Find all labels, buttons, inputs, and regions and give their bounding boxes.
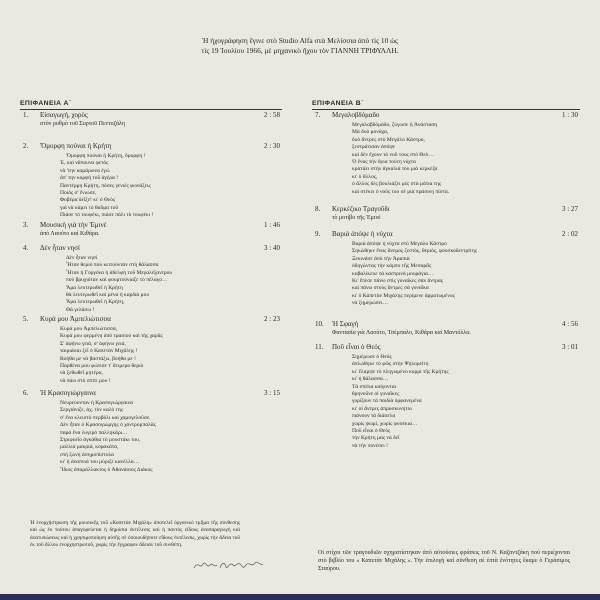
track-title: Ποῦ εἶναι ὁ Θεός [332,343,381,351]
lyric-line: πιάνουν τὰ διάσελα [352,413,396,420]
track-number: 10. [315,320,324,328]
lyric-line: Παντέρμη Κρήτη, πόσες γενιὲς φωνάξεις [60,182,151,189]
track-header-row [312,110,580,120]
lyric-line: Σεργιάνιζε, ἀχ, τὸν καλὸ της [60,407,123,414]
lyric-line: ἀπ' την κορφὴ τοῦ ἀγέρα ! [60,175,119,182]
track-subtitle: ἀπὸ Λαούτο καὶ Κιθάρα. [40,231,100,237]
track-number: 7. [315,111,321,119]
lyric-line: Ἄμα λευτερωθεῖ ἡ Κρήτη, [66,299,125,306]
lyric-line: κρατάει στὴν ἀγκαλιά του μιὰ κερκέζα [352,166,438,173]
lyric-line: Ἴδιος ἀπαράλλακτος ὁ Ἀθανάσιος Διάκος [60,466,153,473]
lyric-line: Ὄμορφη πούναι ἡ Κρήτη, ὄμορφη ! [66,153,146,159]
lyric-line: ὁδηγώντας τὴν κάμπο τῆς Μεσαρᾶς [352,263,432,270]
lyric-line: Φοβέρα δεῖξε! κι' ὁ Θεὸς [60,197,116,204]
side-a-heading: ΕΠΙΦΑΝΕΙΑ Α΄ [20,100,282,110]
track-number: 2. [23,142,29,150]
track-header-row [312,319,580,329]
lyric-line: Ποῦ εἶναι ὁ Θεός [352,428,391,435]
lyric-line: νὰ πάω στὸ σπίτι μου ! [60,377,111,384]
track [312,204,580,222]
lyric-line: Βαριὰ ἀπόψε ἡ νύχτα στὸ Μεγάλο Κάστρο [352,241,447,247]
lyric-line: Ἦταν ἡ Γοργόνα ἡ ἀδελφὴ τοῦ Μεγαλέξαντρου [66,269,173,276]
track-duration: 2 : 02 [562,230,578,238]
track-duration: 1 : 46 [264,221,280,229]
track-header-row [312,342,580,352]
track [20,388,282,474]
side-b-heading: ΕΠΙΦΑΝΕΙΑ Β΄ [312,100,580,110]
lyric-line: κι' ὁ ἄλλος, [352,173,378,180]
lyric-line: θὰ λευτερωθεῖ καὶ μένα ἡ καρδιὰ μου [66,292,150,299]
track-lyrics [312,122,580,196]
lyric-line: Ἄμα λευτερωθεῖ ἡ Κρήτη [66,284,123,291]
lyric-line: καὶ πάνω στοὺς ἄντρες σὰ γυναῖκα [352,285,429,292]
track-header-row [312,229,580,239]
track-number: 6. [23,389,29,397]
track-title: Δὲν ἦταν νησί [40,244,80,252]
lyric-line: Μὰ δυὸ μονάχα, [352,129,389,136]
track-lyrics [20,255,282,314]
lyric-line: ταιριάσαι ξεῖ ὁ Καπετὰν Μιχάλης ! [60,348,138,355]
track-duration: 2 : 58 [264,111,280,119]
bottom-border [0,594,600,600]
lyric-line: Ξεκινάσε ἀπὸ τὴν Ἀραπιὰ [352,255,410,262]
lyrics-credit: Οἱ στίχοι τῶν τραγουδιῶν σχηματίστηκαν ἀπὸ αὐτούσιες φράσεις τοῦ Ν. Καζαντζάκη ποὺ περιέχονται στὸ βιβλίο του « Καπετὰν Μιχάλης ». Τὴν ἐπιλογὴ καὶ σύνθεση σὲ ἑπτὰ ἑνότητες ἔκαμε ὁ Γεράσιμος Σταύρου. [318,550,570,572]
track-title: Μεγαλοβδόμαδο [332,111,380,119]
lyric-line: ξεστράτισαν ἀπόψε [352,144,396,151]
lyric-line: Στριφοεῖο ἀγκάθια τὸ μουστάκι του, [60,437,141,444]
lyric-line: θρηνοῦνε οἱ γυναῖκες [352,391,400,398]
track [312,342,580,450]
lyric-line: Παρθένα μου φώτισε τ' ἄτιμερο θεριὸ [60,363,144,370]
track-number: 9. [315,230,321,238]
lyric-line: κι' ὁ Καπετὰν Μιχάλης περίμενε ἀρματωμένος [352,292,455,299]
lyric-line: νὰ ξεθωθεῖ μητέρα, [60,370,103,377]
lyric-line: παρὰ ἕνα λυγερὸ παλληκάρι… [60,429,128,436]
lyric-line: Κυρά μου φερμένη ἀπὸ τρασιού καὶ τὴς χαρᾶς [60,333,163,340]
lyric-line: γυρίζουν τὰ παιδιὰ ὀρφανεμένα [352,398,422,405]
track-number: 8. [315,205,321,213]
lyric-line: Θὰ γελάσω ! [66,306,95,313]
lyric-line: χωρὶς ψωμί, χωρὶς φυσέκια… [352,420,418,427]
track-title: Κερκέζικο Τραγοῦδι [332,205,390,213]
lyric-line: ὁ ἄλλος δὲς βουλιάζει μὲς στὰ μάτια της [352,181,442,188]
lyric-line: Μεγαλοβδόμαδο, ζύγωσε ἡ Ἀνάσταση [352,122,438,128]
lyric-line: κι' ἡ θάλασσα… [352,376,389,383]
lyric-line: ἁπλώθηκε τὸ φῶς στὴν Ψηλορείτη [352,361,429,368]
track-title: Κυρά μου Ἀμπελιώτισσα [40,315,111,323]
track-subtitle: Φαντασία γιὰ Λαούτο, Τσέμπαλο, Κιθάρα καὶ Μαντόλλα. [332,330,471,336]
lyric-line: κι' ἡ ἀναπνιά του μύριζε κανέλλα… [60,459,140,466]
track-subtitle: στὸν ρυθμὸ τοῦ Συρτοῦ Πεντοζάλη [40,121,126,127]
lyric-line: Πιάσε τὸ τουφέκι, πιάσε πάλι τὸ τουφέκι ! [60,212,154,219]
lyric-line: Κυρά μου Ἀμπελιώτισσα, [60,326,118,332]
lyric-line: Ποιὸς σ' ἔνιωσε, [60,190,97,197]
track [20,141,282,220]
track-lyrics [20,153,282,220]
lyric-line: ποὺ βρυχιόταν καὶ φουρτούνιαζε τὸ πέλαγο… [66,277,168,284]
track [20,220,282,238]
lyric-line: μαλλιὰ μακριά, κορακάτα, [60,444,119,451]
lyric-line: κι' οἱ ἄντρες ἀπροσκυνητοι [352,405,412,412]
track-header-row [20,388,282,398]
track-header-row [20,220,282,230]
side-a-column [20,100,282,473]
lyric-line: Νευρεύονταν ἡ Κρασογιώργαινα [60,400,133,406]
lyric-line: καὶ δὲν ἔχουν τὸ νοῦ τους στὸ Θεὸ… [352,151,434,158]
track [20,110,282,128]
track [312,110,580,196]
copyright-note: Ἡ ἐνορχήστρωση τῆς μουσικῆς τοῦ «Καπετὰν Μιχάλη» ἀποτελεῖ ὀργανικὸ τμῆμα τῆς σύνθεσης καὶ ὡς ἐκ τούτου ἀπαγορεύεται ἡ δημόσια ἐκτέλεσις καὶ ἡ παντὸς εἴδους ἀναπαραγωγὴ καὶ ἀνατυπώσεως καὶ ἡ χρησιμοποίηση αὐτῆς σὲ ὁποιουδήποτε εἴδους ἐκτέλεσις, χωρὶς τὴν ἄδεια τοῦ ἐκ τοῦ ἄλλου ἐνορχηστρωτοῦ, χωρὶς τὴν ἔγγραφον ἄδειαν τοῦ συνθέτη. [30,520,240,548]
lyric-line: νὰ 'την καμάρωνα ἐγώ [60,167,110,174]
track-number: 5. [23,315,29,323]
composer-signature [192,556,266,574]
track-duration: 2 : 30 [264,142,280,150]
track-number: 1. [23,111,29,119]
lyric-line: κι' ἔλαμψε τὸ πληγωμένο κορμὶ τῆς Κρήτης [352,368,449,375]
lyric-line: Κι' ἔπεσε πάνω στὶς γυναῖκες σὰν ἄντρας [352,278,443,285]
track-title: Βαριὰ ἀπόψε ἡ νύχτα [332,230,393,238]
track-number: 11. [315,343,324,351]
lyric-line: νὰ ξημερώσει… [352,300,388,307]
track-header-row [20,141,282,151]
track-duration: 4 : 56 [562,320,578,328]
lyric-line: νὰ τὴν πονέσει ! [352,442,388,449]
track-title: Ἡ Σφαγὴ [332,320,359,328]
track-title: Μουσικὴ γιὰ τὴν Ἐμινὲ [40,221,107,229]
track-header-row [20,314,282,324]
lyric-line: Ἐ, καὶ νἄπουνα φετὸς [60,160,109,167]
lyric-line: Δὲν ἦταν ὁ Κρασογιώργης ὁ χοντρομπαλᾶς [60,422,156,429]
lyric-line: Σ' ἀφήνω γειά, σ' ἀφήνω γειά, [60,340,126,347]
track-number: 3. [23,221,29,229]
track-lyrics [20,400,282,474]
lyric-line: στὴ ζώνη ἀσημοπίστολα [60,451,115,458]
track [312,319,580,337]
lyric-line: σ' ἕνα κλειστὸ περβόλι καὶ χαμογελοῦσε. [60,414,151,421]
track-lyrics [20,326,282,385]
track-duration: 3 : 15 [264,389,280,397]
lyric-line: γιὰ νὰ κάμει τὸ θαῦμα τοῦ [60,204,119,211]
lyric-line: Βοήθα με νὰ βαστάξω, βοήθα με ! [60,355,136,362]
recording-credits-line: τὶς 19 Ἰουλίου 1966, μὲ μηχανικὸ ἤχου τὸν ΓΙΑΝΝΗ ΤΡΙΦΥΛΛΗ. [201,46,399,55]
lyric-line: καβαλίκευε τὰ καστρινὰ μουράγια… [352,270,434,277]
track-title: Ὄμορφη πούναι ἡ Κρήτη [40,142,112,150]
track-header-row [312,204,580,214]
track-duration: 3 : 27 [562,205,578,213]
track-lyrics [312,241,580,308]
recording-credits [150,36,450,56]
track-header-row [20,110,282,120]
lyric-line: Σηκώθηκε ἕνας ἄνεμος ζεστός, θεριός, φουσκοδεντρίτης [352,248,477,255]
track-duration: 1 : 30 [562,111,578,119]
lyric-line: Δὲν ἦταν νησί [66,255,98,261]
recording-credits-line: Ἡ ἠχογράφηση ἔγινε στὸ Studio Alfa στὰ Μελίσσια ἀπὸ τὶς 10 ὡς [202,36,398,45]
track-duration: 2 : 23 [264,315,280,323]
lyric-line: Σημέρωσε ὁ Θεός [352,354,392,360]
track [20,243,282,314]
side-b-column [312,100,580,449]
lyric-line: τὴν Κρήτη μας νὰ δεῖ [352,435,400,442]
track [20,314,282,385]
track-header-row [20,243,282,253]
lyric-line: Ὁ ἕνας τὴν ἄγια τούτη νύχτα [352,159,416,166]
track-number: 4. [23,244,29,252]
lyric-line: Ἦταν θεριὸ ποὺ κειτούνταν στὴ θάλασσα [66,262,159,269]
lyric-line: Τὰ σπίτια καίγονται [352,383,397,390]
track-lyrics [312,354,580,450]
track-subtitle: τὸ μοτίβο τῆς Ἐμινέ [332,215,381,221]
lyric-line: δυὸ ἄντρες στὸ Μεγάλο Κάστρο, [352,136,425,143]
track [312,229,580,308]
track-duration: 3 : 40 [264,244,280,252]
track-duration: 3 : 01 [562,343,578,351]
track-title: Ἡ Κρασογιώργαινα [40,389,96,397]
lyric-line: καὶ στέκει ὁ νοῦς του σὲ μιὰ πράσινη πίστα. [352,188,450,195]
track-title: Εἰσαγωγή, χορὸς [40,111,88,119]
